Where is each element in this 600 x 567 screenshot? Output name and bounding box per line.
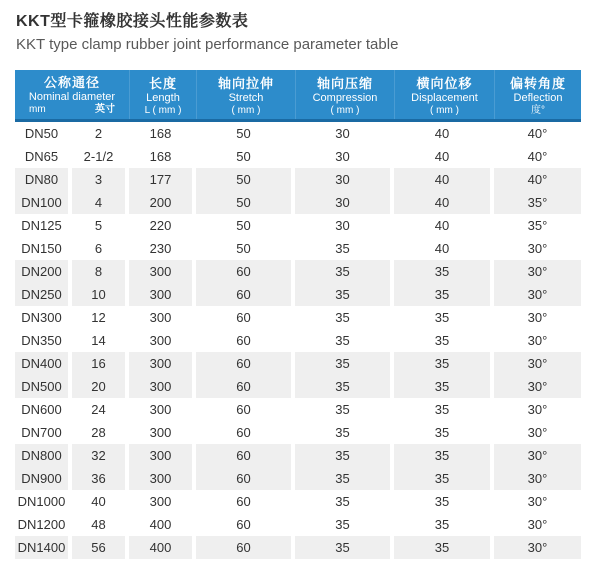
cell-compression: 35 [295,513,394,536]
cell-stretch: 60 [196,467,295,490]
cell-nominal-diameter-inch: 2 [72,122,129,145]
cell-stretch: 50 [196,145,295,168]
table-row [15,191,581,214]
header-stretch-en: Stretch [228,91,264,104]
table-row [15,421,581,444]
cell-nominal-diameter-inch: 20 [72,375,129,398]
cell-deflection: 30° [527,425,548,440]
cell-nominal-diameter-inch: 24 [72,398,129,421]
table-row [15,214,581,237]
cell-nominal-diameter-inch: 6 [72,237,129,260]
cell-nominal-diameter-mm: DN300 [15,306,72,329]
cell-nominal-diameter-inch: 40 [72,490,129,513]
cell-length: 300 [129,398,196,421]
table-row [15,398,581,421]
cell-length: 300 [129,306,196,329]
cell-stretch: 60 [196,283,295,306]
cell-deflection: 40° [527,126,548,141]
cell-displacement: 35 [394,398,494,421]
table-row [15,444,581,467]
cell-length: 300 [129,467,196,490]
cell-displacement: 35 [394,421,494,444]
header-compression-en: Compression [312,91,378,104]
cell-stretch: 60 [196,490,295,513]
cell-compression: 35 [295,260,394,283]
cell-stretch: 60 [196,398,295,421]
header-nominal-diameter-units [15,104,129,116]
cell-length: 300 [129,283,196,306]
cell-deflection: 30° [527,241,548,256]
table-row [15,237,581,260]
header-deflection [494,70,581,119]
table-header-row [15,70,581,122]
page-subtitle: KKT type clamp rubber joint performance parameter table [16,36,399,53]
cell-compression: 35 [295,237,394,260]
cell-nominal-diameter-inch: 56 [72,536,129,559]
header-unit-inch: 英寸 [95,104,115,115]
cell-nominal-diameter-mm: DN125 [15,214,72,237]
cell-deflection: 40° [494,168,581,191]
header-stretch [196,70,295,119]
cell-nominal-diameter-inch: 2-1/2 [72,145,129,168]
cell-compression: 35 [295,352,394,375]
cell-compression: 35 [295,490,394,513]
header-deflection-en: Deflection [513,91,563,104]
table-row [15,536,581,559]
cell-deflection: 30° [494,375,581,398]
header-displacement-unit: ( mm ) [430,104,459,116]
cell-deflection: 30° [494,467,581,490]
cell-length: 400 [129,536,196,559]
cell-deflection: 35° [494,191,581,214]
cell-nominal-diameter-mm: DN100 [15,191,72,214]
cell-nominal-diameter-mm: DN80 [15,168,72,191]
table-row [15,513,581,536]
cell-deflection: 30° [527,494,548,509]
cell-stretch: 60 [196,444,295,467]
cell-displacement: 35 [394,352,494,375]
cell-displacement: 40 [394,214,494,237]
table-row [15,306,581,329]
cell-length: 230 [129,237,196,260]
cell-stretch: 60 [196,375,295,398]
cell-deflection: 40° [527,149,548,164]
table-row [15,283,581,306]
cell-deflection: 30° [527,333,548,348]
cell-stretch: 50 [196,122,295,145]
cell-compression: 30 [295,145,394,168]
cell-displacement: 35 [394,490,494,513]
cell-compression: 30 [295,122,394,145]
table-row [15,260,581,283]
header-displacement-en: Displacement [411,91,478,104]
cell-length: 300 [129,421,196,444]
cell-displacement: 35 [394,329,494,352]
cell-nominal-diameter-mm: DN350 [15,329,72,352]
header-compression [295,70,394,119]
cell-nominal-diameter-mm: DN1200 [15,513,72,536]
header-displacement [394,70,494,119]
header-length-unit: L ( mm ) [144,104,182,116]
cell-deflection: 35° [527,218,548,233]
cell-stretch: 50 [196,214,295,237]
cell-displacement: 40 [394,237,494,260]
table-row [15,467,581,490]
cell-displacement: 40 [394,122,494,145]
table-row [15,168,581,191]
cell-length: 200 [129,191,196,214]
cell-nominal-diameter-mm: DN900 [15,467,72,490]
cell-length: 300 [129,375,196,398]
cell-compression: 35 [295,421,394,444]
cell-stretch: 50 [196,168,295,191]
header-compression-zh: 轴向压缩 [316,75,373,91]
header-stretch-unit: ( mm ) [231,104,261,116]
cell-displacement: 35 [394,467,494,490]
table-row [15,375,581,398]
cell-stretch: 60 [196,352,295,375]
cell-stretch: 50 [196,237,295,260]
cell-compression: 35 [295,398,394,421]
header-nominal-diameter-zh: 公称通径 [43,75,100,90]
cell-compression: 35 [295,283,394,306]
parameter-table [15,70,581,559]
cell-nominal-diameter-inch: 8 [72,260,129,283]
header-length [129,70,196,119]
cell-stretch: 50 [196,191,295,214]
header-compression-unit: ( mm ) [330,104,360,116]
cell-length: 168 [129,122,196,145]
cell-nominal-diameter-mm: DN400 [15,352,72,375]
header-stretch-zh: 轴向拉伸 [217,75,274,91]
cell-deflection: 30° [527,402,548,417]
cell-displacement: 35 [394,283,494,306]
cell-stretch: 60 [196,306,295,329]
header-length-en: Length [146,91,180,104]
cell-nominal-diameter-inch: 12 [72,306,129,329]
cell-stretch: 60 [196,329,295,352]
cell-compression: 35 [295,444,394,467]
cell-nominal-diameter-mm: DN600 [15,398,72,421]
cell-nominal-diameter-inch: 28 [72,421,129,444]
cell-nominal-diameter-inch: 36 [72,467,129,490]
cell-deflection: 30° [494,283,581,306]
table-row [15,145,581,168]
cell-displacement: 35 [394,444,494,467]
cell-compression: 30 [295,191,394,214]
cell-nominal-diameter-inch: 10 [72,283,129,306]
cell-deflection: 30° [527,517,548,532]
cell-compression: 35 [295,306,394,329]
cell-length: 300 [129,490,196,513]
cell-nominal-diameter-mm: DN500 [15,375,72,398]
table-row [15,122,581,145]
cell-displacement: 35 [394,375,494,398]
table-row [15,490,581,513]
cell-nominal-diameter-mm: DN65 [15,145,72,168]
cell-length: 300 [129,329,196,352]
cell-length: 300 [129,352,196,375]
cell-compression: 30 [295,214,394,237]
cell-nominal-diameter-inch: 32 [72,444,129,467]
cell-stretch: 60 [196,536,295,559]
cell-nominal-diameter-inch: 4 [72,191,129,214]
cell-length: 400 [129,513,196,536]
table-row [15,329,581,352]
cell-compression: 35 [295,467,394,490]
cell-deflection: 30° [494,260,581,283]
cell-nominal-diameter-inch: 16 [72,352,129,375]
header-nominal-diameter-en: Nominal diameter [28,91,116,103]
cell-stretch: 60 [196,260,295,283]
cell-length: 300 [129,444,196,467]
header-length-zh: 长度 [148,75,177,91]
cell-deflection: 30° [494,352,581,375]
cell-displacement: 35 [394,260,494,283]
cell-length: 300 [129,260,196,283]
cell-nominal-diameter-mm: DN800 [15,444,72,467]
cell-nominal-diameter-inch: 14 [72,329,129,352]
cell-nominal-diameter-mm: DN250 [15,283,72,306]
cell-displacement: 35 [394,306,494,329]
cell-nominal-diameter-mm: DN150 [15,237,72,260]
cell-nominal-diameter-mm: DN700 [15,421,72,444]
cell-nominal-diameter-inch: 5 [72,214,129,237]
cell-nominal-diameter-inch: 48 [72,513,129,536]
header-unit-mm: mm [29,104,46,115]
cell-compression: 35 [295,329,394,352]
cell-compression: 35 [295,536,394,559]
table-row [15,352,581,375]
cell-compression: 35 [295,375,394,398]
header-deflection-zh: 偏转角度 [509,75,566,91]
cell-nominal-diameter-mm: DN1000 [15,490,72,513]
cell-nominal-diameter-inch: 3 [72,168,129,191]
cell-length: 168 [129,145,196,168]
cell-deflection: 30° [527,310,548,325]
cell-compression: 30 [295,168,394,191]
cell-displacement: 40 [394,191,494,214]
header-deflection-unit: 度° [531,104,545,116]
cell-length: 177 [129,168,196,191]
cell-displacement: 40 [394,145,494,168]
title-block [16,11,398,55]
cell-displacement: 35 [394,536,494,559]
cell-nominal-diameter-mm: DN200 [15,260,72,283]
cell-stretch: 60 [196,421,295,444]
header-nominal-diameter [15,70,129,119]
cell-length: 220 [129,214,196,237]
cell-nominal-diameter-mm: DN1400 [15,536,72,559]
cell-stretch: 60 [196,513,295,536]
header-displacement-zh: 横向位移 [416,75,473,91]
cell-nominal-diameter-mm: DN50 [15,122,72,145]
page-title: KKT型卡箍橡胶接头性能参数表 [16,13,249,30]
table-body [15,122,581,559]
cell-displacement: 35 [394,513,494,536]
cell-deflection: 30° [494,536,581,559]
cell-displacement: 40 [394,168,494,191]
cell-deflection: 30° [494,444,581,467]
